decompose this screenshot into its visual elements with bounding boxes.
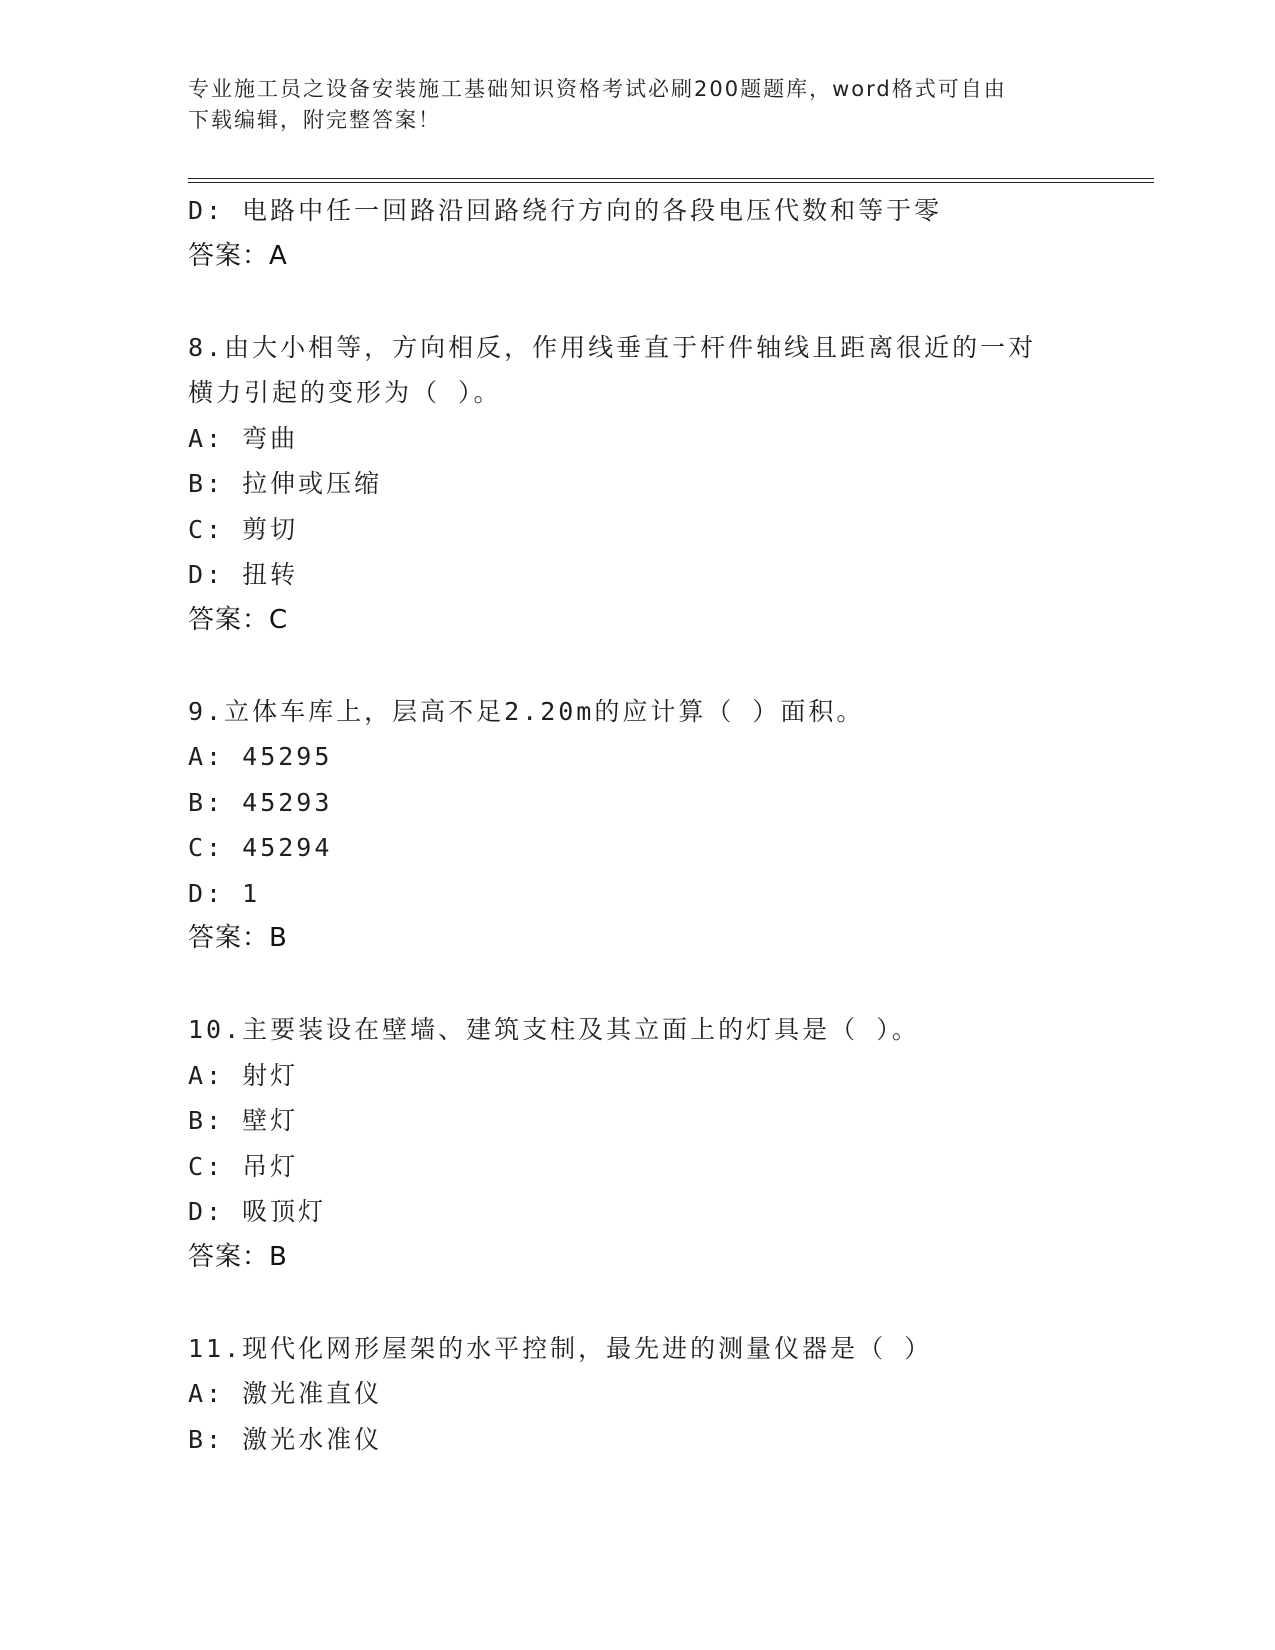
question-list: [188, 188, 1148, 1462]
q8-answer: 答案：C: [188, 604, 289, 635]
q9-question: 9.立体车库上，层高不足2.20m的应计算（ ）面积。: [188, 696, 865, 726]
q7-answer: 答案：A: [188, 240, 288, 271]
q9-answer: 答案：B: [188, 923, 288, 953]
q10-option-d: D: 吸顶灯: [188, 1197, 327, 1226]
q8-option-c: C: 剪切: [188, 514, 299, 544]
q9-option-b: B: 45293: [188, 787, 333, 817]
question-spacer: [188, 279, 1148, 325]
q10-option-a: A: 射灯: [188, 1060, 299, 1090]
q7-option-d: D: 电路中任一回路沿回路绕行方向的各段电压代数和等于零: [188, 196, 943, 225]
document-header: [188, 74, 1068, 136]
question-spacer: [188, 643, 1148, 689]
q9-option-a: A: 45295: [188, 742, 333, 771]
q11-option-a: A: 激光准直仪: [188, 1379, 383, 1408]
q8-question-line-2: 横力引起的变形为（ ）。: [188, 378, 502, 407]
q8-question-line-1: 8.由大小相等，方向相反，作用线垂直于杆件轴线且距离很近的一对: [188, 332, 1037, 362]
q8-option-d: D: 扭转: [188, 560, 299, 589]
q8-option-b: B: 拉伸或压缩: [188, 469, 383, 498]
q10-option-b: B: 壁灯: [188, 1106, 299, 1135]
q9-option-d: D: 1: [188, 878, 261, 908]
header-title-line-1: 专业施工员之设备安装施工基础知识资格考试必刷200题题库，word格式可自由: [188, 77, 1007, 101]
q10-answer: 答案：B: [188, 1241, 288, 1272]
header-title-line-2: 下载编辑，附完整答案！: [188, 108, 441, 132]
q11-option-b: B: 激光水准仪: [188, 1424, 383, 1454]
q10-option-c: C: 吊灯: [188, 1151, 299, 1181]
q10-question: 10.主要装设在壁墙、建筑支柱及其立面上的灯具是（ ）。: [188, 1015, 920, 1044]
q8-option-a: A: 弯曲: [188, 423, 299, 453]
q9-option-c: C: 45294: [188, 833, 333, 862]
question-spacer: [188, 962, 1148, 1008]
question-spacer: [188, 1280, 1148, 1326]
header-divider-top: [188, 178, 1154, 179]
header-divider-bottom: [188, 182, 1154, 183]
q11-question: 11.现代化网形屋架的水平控制，最先进的测量仪器是（ ）: [188, 1333, 933, 1363]
